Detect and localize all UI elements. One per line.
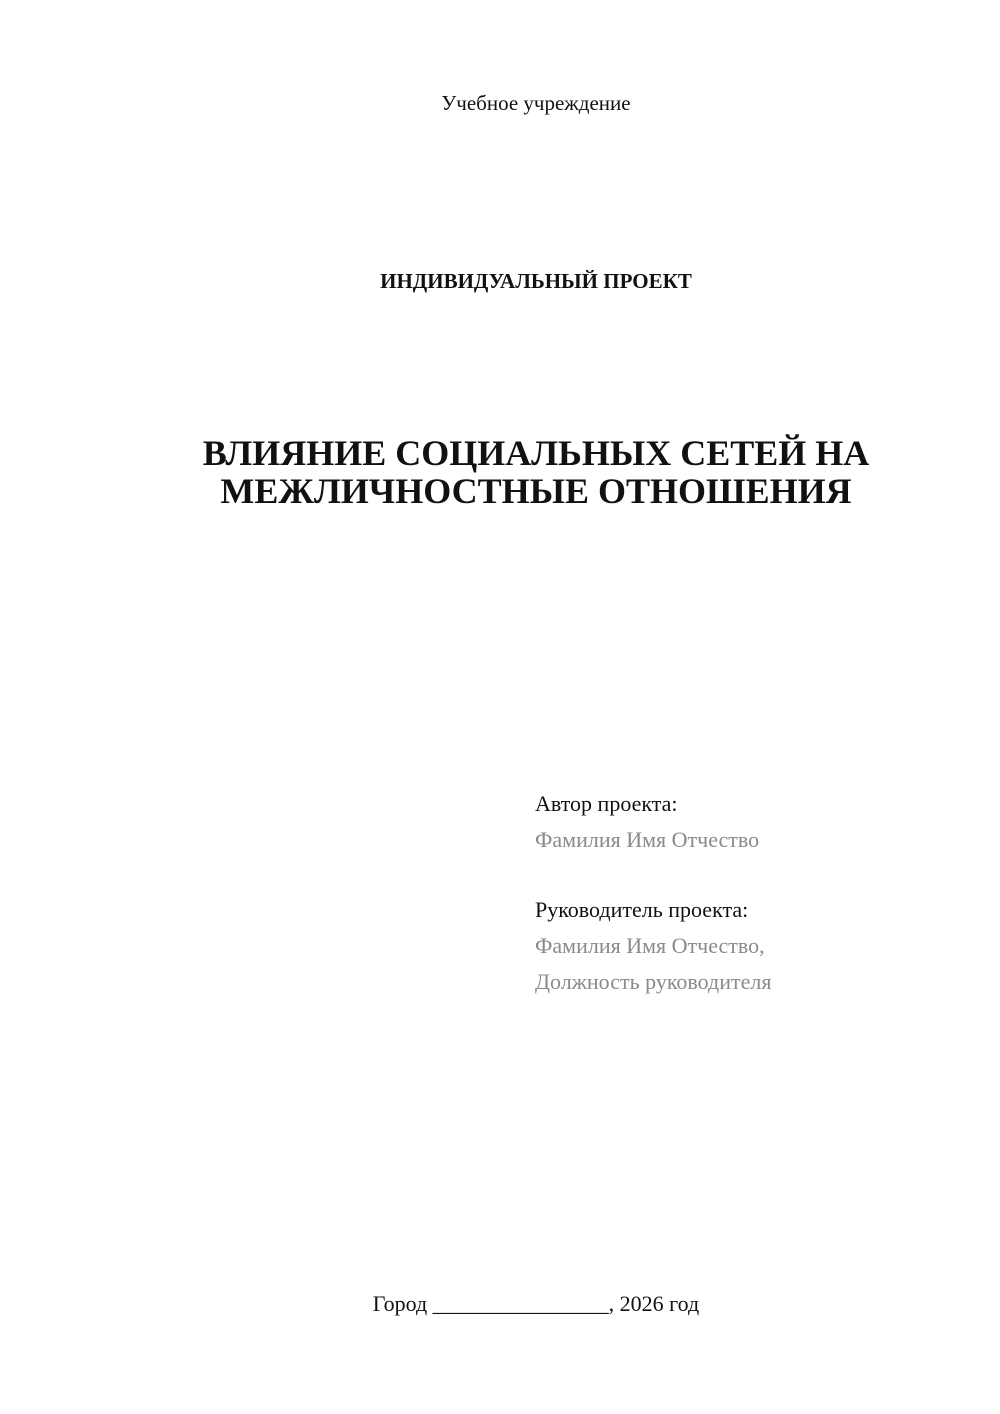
credits-block [535, 786, 975, 1000]
credits-spacer [535, 858, 975, 892]
project-title-line-2: МЕЖЛИЧНОСТНЫЕ ОТНОШЕНИЯ [220, 471, 852, 511]
project-title-line-1: ВЛИЯНИЕ СОЦИАЛЬНЫХ СЕТЕЙ НА [202, 433, 870, 473]
document-type: ИНДИВИДУАЛЬНЫЙ ПРОЕКТ [380, 269, 692, 293]
supervisor-name: Фамилия Имя Отчество, [535, 933, 765, 958]
institution-name: Учебное учреждение [441, 91, 631, 115]
project-title [150, 434, 922, 510]
city-year-line: Город ________________, 2026 год [372, 1291, 700, 1316]
author-label: Автор проекта: [535, 791, 678, 816]
author-name: Фамилия Имя Отчество [535, 827, 760, 852]
supervisor-position: Должность руководителя [535, 969, 772, 994]
supervisor-label: Руководитель проекта: [535, 897, 749, 922]
